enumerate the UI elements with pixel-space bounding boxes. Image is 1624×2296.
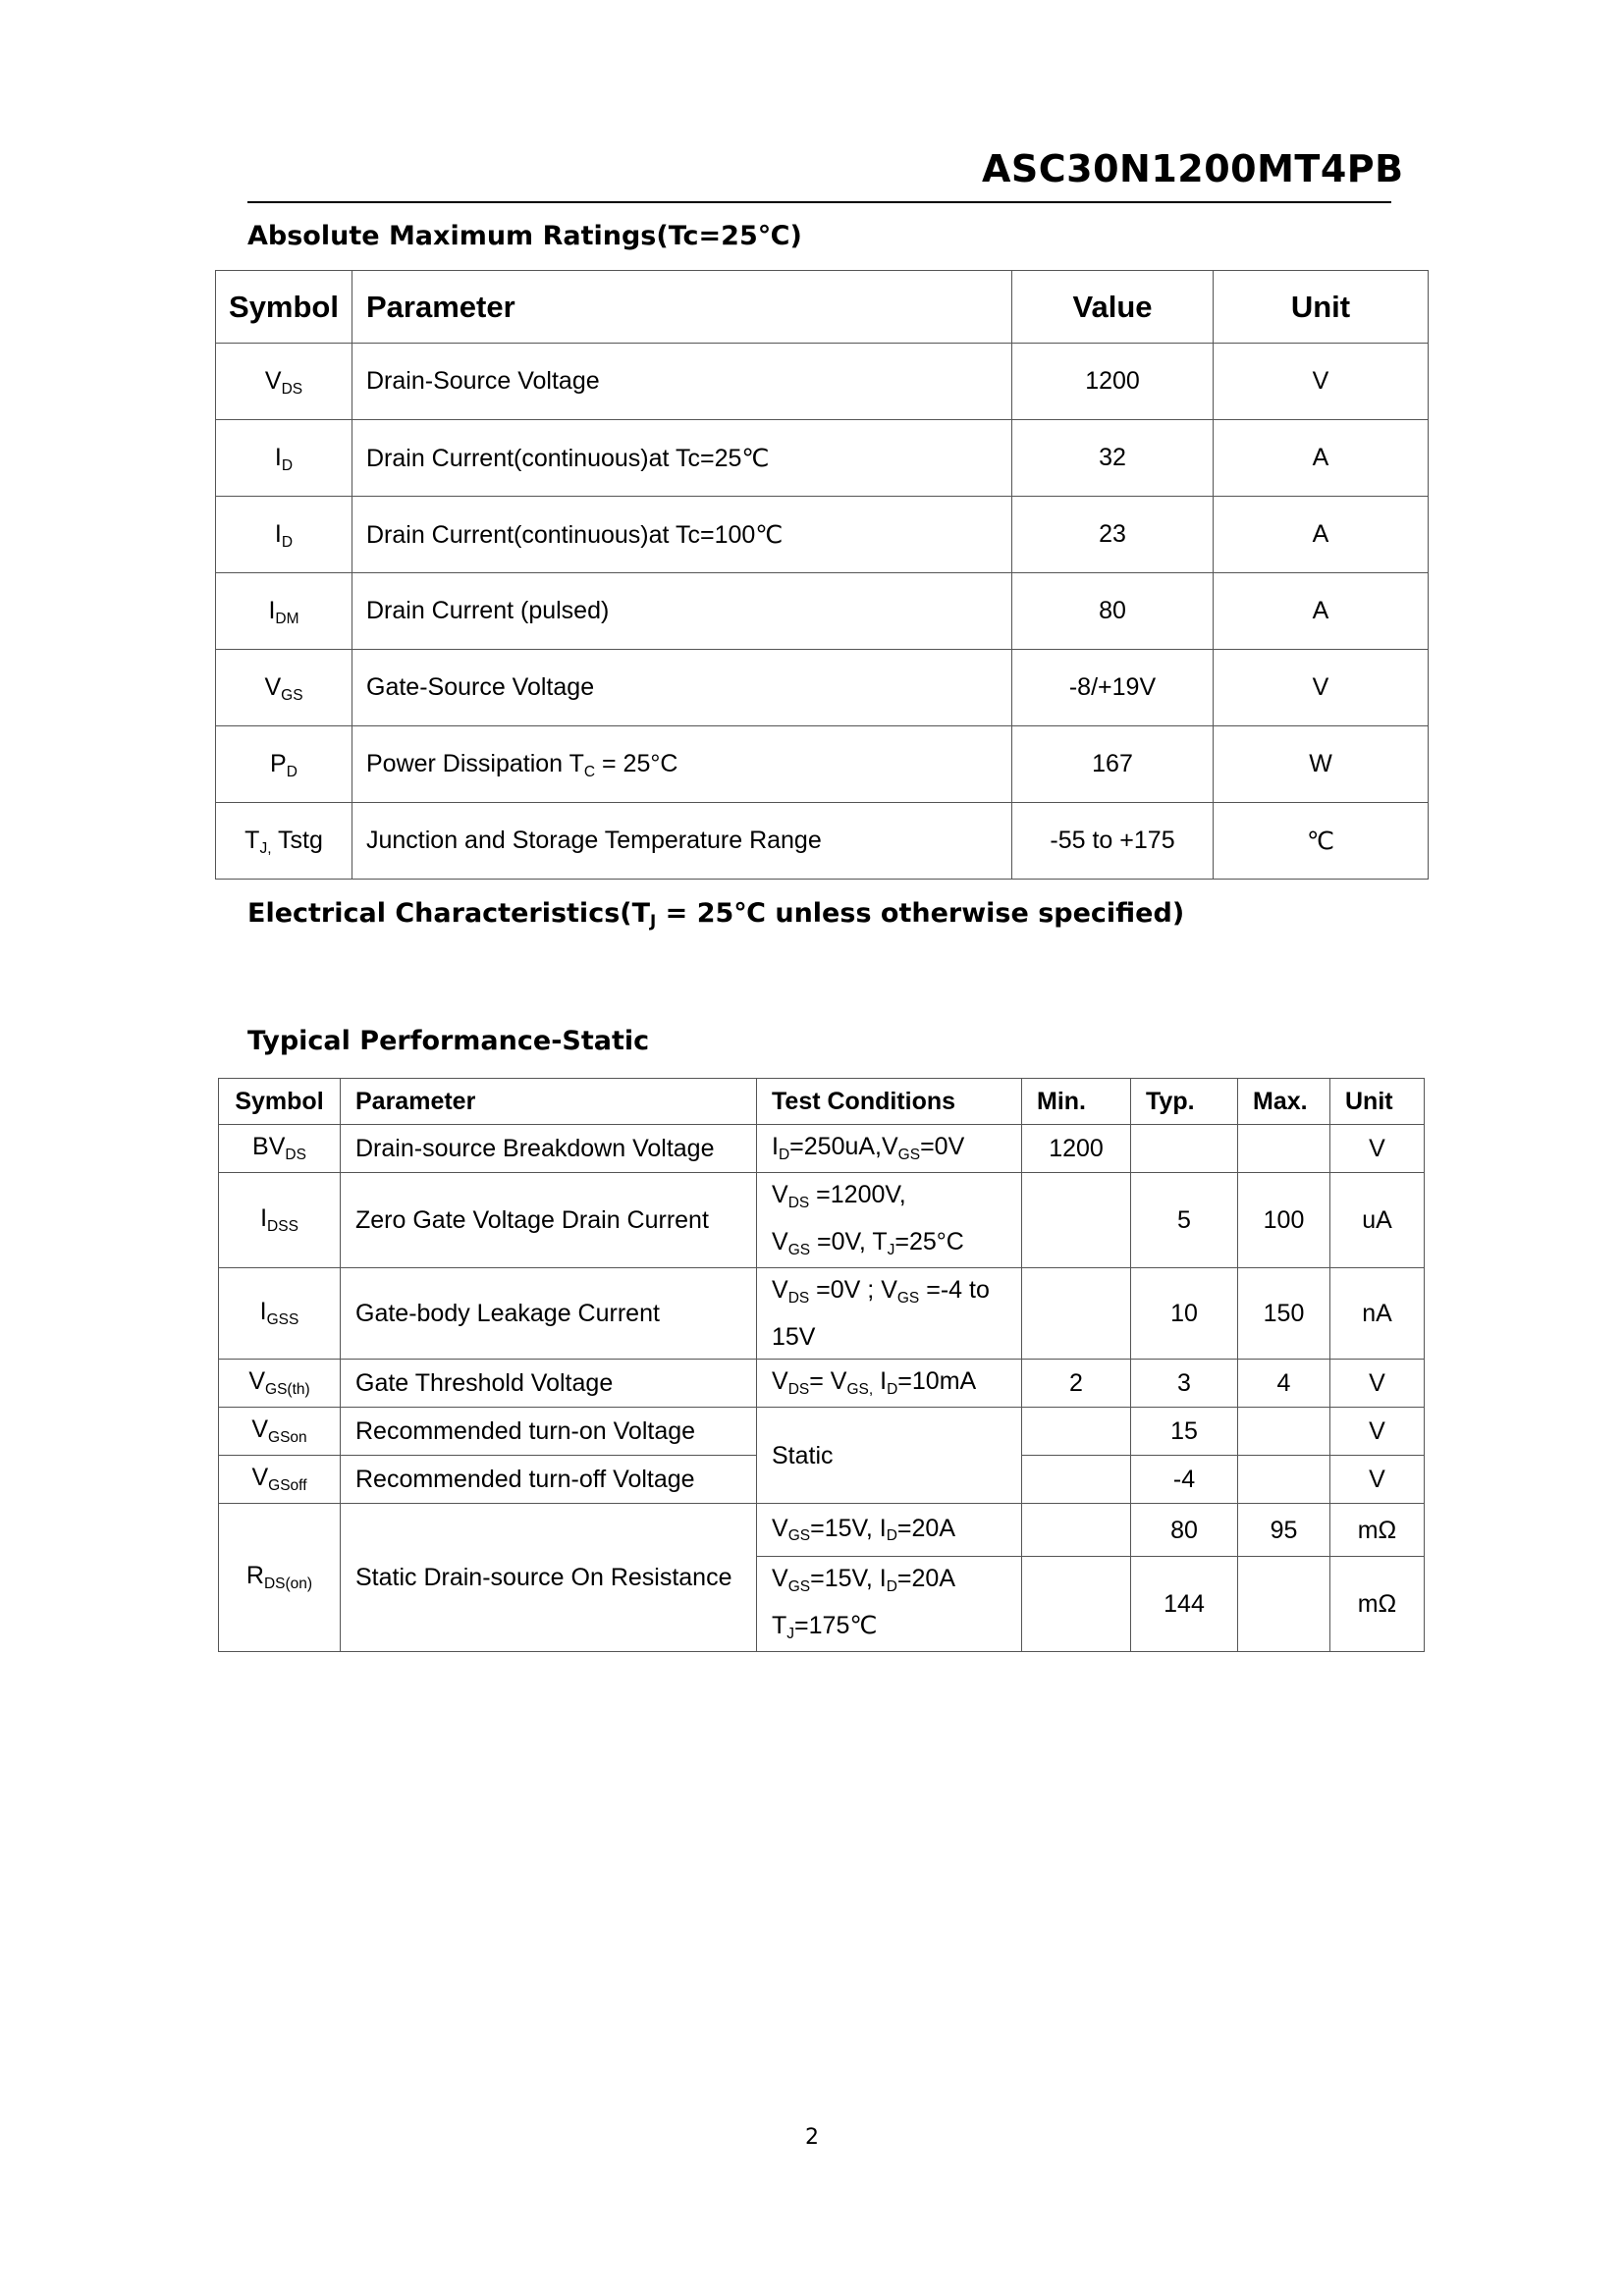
- condition-line: [772, 1268, 1021, 1315]
- value-cell: 167: [1012, 726, 1214, 803]
- symbol-text: T: [244, 827, 260, 854]
- unit-cell: mΩ: [1330, 1557, 1425, 1652]
- symbol-cell: [219, 1125, 341, 1173]
- parameter-cell: Zero Gate Voltage Drain Current: [341, 1173, 757, 1268]
- min-cell: [1022, 1173, 1131, 1268]
- header-symbol: Symbol: [216, 271, 352, 344]
- parameter-cell: Recommended turn-off Voltage: [341, 1456, 757, 1504]
- symbol-subscript: D: [281, 456, 294, 474]
- parameter-text: Power Dissipation T: [366, 750, 584, 777]
- symbol-cell: [216, 803, 352, 880]
- typical-performance-static-table: [218, 1078, 1425, 1652]
- symbol-subscript: J,: [259, 839, 272, 857]
- title-rule: [247, 201, 1391, 203]
- symbol-text: V: [264, 673, 282, 701]
- symbol-subscript: DSS: [267, 1217, 298, 1235]
- symbol-cell: [216, 573, 352, 650]
- table-row: [216, 573, 1429, 650]
- value-cell: -55 to +175: [1012, 803, 1214, 880]
- max-cell: 95: [1238, 1504, 1330, 1557]
- symbol-cell: [216, 497, 352, 573]
- symbol-text: P: [270, 750, 287, 777]
- condition-text: =-4 to: [919, 1276, 990, 1304]
- condition-line: [772, 1220, 1021, 1267]
- condition-cell: [757, 1504, 1022, 1557]
- condition-text: V: [772, 1228, 788, 1255]
- condition-text: =175℃: [794, 1612, 878, 1639]
- symbol-text: I: [268, 597, 276, 624]
- table-row: [216, 344, 1429, 420]
- table-row: [219, 1173, 1425, 1268]
- symbol-subscript: DS: [285, 1146, 306, 1163]
- unit-cell: V: [1330, 1360, 1425, 1408]
- unit-cell: mΩ: [1330, 1504, 1425, 1557]
- condition-text: V: [772, 1367, 788, 1395]
- header-typ: Typ.: [1131, 1079, 1238, 1125]
- parameter-cell: Gate-body Leakage Current: [341, 1268, 757, 1360]
- unit-cell: A: [1214, 420, 1429, 497]
- condition-text: =250uA,V: [789, 1133, 898, 1160]
- condition-text: V: [772, 1565, 788, 1592]
- condition-subscript: DS: [787, 1380, 810, 1398]
- condition-line: [772, 1604, 1021, 1651]
- table-row: [216, 803, 1429, 880]
- typ-cell: 5: [1131, 1173, 1238, 1268]
- unit-cell: V: [1330, 1456, 1425, 1504]
- min-cell: [1022, 1408, 1131, 1456]
- typ-cell: 10: [1131, 1268, 1238, 1360]
- parameter-cell: Drain Current (pulsed): [352, 573, 1012, 650]
- max-cell: [1238, 1408, 1330, 1456]
- min-cell: [1022, 1504, 1131, 1557]
- condition-text: V: [772, 1276, 788, 1304]
- table-row: [219, 1504, 1425, 1557]
- header-unit: Unit: [1214, 271, 1429, 344]
- table-row: [219, 1268, 1425, 1360]
- symbol-subscript: DM: [275, 610, 299, 627]
- condition-text: =15V, I: [810, 1514, 887, 1542]
- condition-text: =0V ; V: [809, 1276, 897, 1304]
- symbol-subscript: GSoff: [268, 1476, 307, 1494]
- max-cell: [1238, 1557, 1330, 1652]
- typ-cell: 80: [1131, 1504, 1238, 1557]
- condition-text: =25°C: [894, 1228, 964, 1255]
- symbol-subscript: GSon: [268, 1428, 307, 1446]
- header-value: Value: [1012, 271, 1214, 344]
- typical-performance-static-title: Typical Performance-Static: [247, 1026, 650, 1056]
- unit-cell: A: [1214, 497, 1429, 573]
- condition-text: =0V, T: [810, 1228, 888, 1255]
- table-row: [216, 726, 1429, 803]
- symbol-cell: [219, 1268, 341, 1360]
- condition-subscript: D: [887, 1380, 898, 1398]
- condition-subscript: GS: [787, 1577, 811, 1595]
- typ-cell: [1131, 1125, 1238, 1173]
- symbol-text: V: [251, 1415, 269, 1443]
- header-parameter: Parameter: [352, 271, 1012, 344]
- symbol-text: V: [251, 1464, 269, 1491]
- table-row: [219, 1360, 1425, 1408]
- condition-text: = V: [809, 1367, 847, 1395]
- symbol-text: I: [274, 520, 282, 548]
- unit-cell: A: [1214, 573, 1429, 650]
- condition-cell: [757, 1125, 1022, 1173]
- symbol-text: V: [248, 1367, 266, 1395]
- value-cell: -8/+19V: [1012, 650, 1214, 726]
- condition-subscript: GS,: [846, 1380, 874, 1398]
- parameter-cell: [352, 726, 1012, 803]
- table-row: [216, 650, 1429, 726]
- symbol-subscript: D: [281, 533, 294, 551]
- condition-subscript: J: [786, 1625, 795, 1642]
- min-cell: 2: [1022, 1360, 1131, 1408]
- symbol-cell: [216, 726, 352, 803]
- header-parameter: Parameter: [341, 1079, 757, 1125]
- min-cell: [1022, 1268, 1131, 1360]
- condition-subscript: DS: [787, 1289, 810, 1307]
- symbol-text: R: [245, 1562, 264, 1589]
- electrical-characteristics-title: [247, 898, 1185, 932]
- condition-line: [772, 1557, 1021, 1604]
- parameter-cell: Static Drain-source On Resistance: [341, 1504, 757, 1652]
- condition-subscript: D: [886, 1577, 897, 1595]
- unit-cell: V: [1214, 344, 1429, 420]
- condition-text: =20A: [896, 1514, 956, 1542]
- table-row: [219, 1408, 1425, 1456]
- condition-subscript: GS: [787, 1241, 811, 1258]
- typ-cell: -4: [1131, 1456, 1238, 1504]
- symbol-cell: [216, 344, 352, 420]
- condition-text: V: [772, 1514, 788, 1542]
- symbol-subscript: GSS: [266, 1310, 299, 1328]
- document-title: ASC30N1200MT4PB: [982, 147, 1404, 190]
- condition-text: =10mA: [897, 1367, 977, 1395]
- symbol-subscript: D: [286, 763, 298, 780]
- symbol-cell: [219, 1504, 341, 1652]
- unit-cell: V: [1214, 650, 1429, 726]
- unit-cell: uA: [1330, 1173, 1425, 1268]
- condition-text: I: [772, 1133, 779, 1160]
- parameter-cell: Junction and Storage Temperature Range: [352, 803, 1012, 880]
- symbol-subscript: GS(th): [265, 1380, 310, 1398]
- condition-subscript: GS: [787, 1527, 811, 1545]
- unit-cell: V: [1330, 1125, 1425, 1173]
- condition-cell: [757, 1268, 1022, 1360]
- title-text: Electrical Characteristics(T: [247, 898, 651, 929]
- max-cell: [1238, 1125, 1330, 1173]
- symbol-cell: [216, 420, 352, 497]
- symbol-text: I: [274, 444, 282, 471]
- unit-cell: W: [1214, 726, 1429, 803]
- value-cell: 1200: [1012, 344, 1214, 420]
- header-min: Min.: [1022, 1079, 1131, 1125]
- condition-subscript: GS: [897, 1146, 921, 1163]
- symbol-text: V: [264, 367, 282, 395]
- header-test-conditions: Test Conditions: [757, 1079, 1022, 1125]
- parameter-subscript: C: [583, 763, 596, 780]
- unit-cell: nA: [1330, 1268, 1425, 1360]
- condition-text: =0V: [920, 1133, 965, 1160]
- value-cell: 23: [1012, 497, 1214, 573]
- header-max: Max.: [1238, 1079, 1330, 1125]
- condition-cell: Static: [757, 1408, 1022, 1504]
- condition-text: =1200V,: [809, 1181, 906, 1208]
- typ-cell: 3: [1131, 1360, 1238, 1408]
- title-text: = 25℃ unless otherwise specified): [656, 898, 1185, 929]
- max-cell: [1238, 1456, 1330, 1504]
- symbol-text: BV: [252, 1133, 286, 1160]
- typ-cell: 144: [1131, 1557, 1238, 1652]
- value-cell: 32: [1012, 420, 1214, 497]
- unit-cell: ℃: [1214, 803, 1429, 880]
- parameter-text: = 25°C: [595, 750, 678, 777]
- max-cell: 150: [1238, 1268, 1330, 1360]
- header-unit: Unit: [1330, 1079, 1425, 1125]
- parameter-cell: Gate Threshold Voltage: [341, 1360, 757, 1408]
- typ-cell: 15: [1131, 1408, 1238, 1456]
- condition-subscript: GS: [896, 1289, 920, 1307]
- condition-subscript: D: [778, 1146, 790, 1163]
- absolute-maximum-ratings-table: [215, 270, 1429, 880]
- symbol-subscript: DS: [281, 380, 303, 398]
- table-row: [216, 497, 1429, 573]
- condition-subscript: DS: [787, 1194, 810, 1211]
- symbol-cell: [216, 650, 352, 726]
- condition-text: =15V, I: [810, 1565, 887, 1592]
- condition-text: I: [873, 1367, 888, 1395]
- title-subscript: J: [650, 911, 657, 932]
- symbol-subscript: DS(on): [263, 1575, 313, 1592]
- header-symbol: Symbol: [219, 1079, 341, 1125]
- symbol-cell: [219, 1408, 341, 1456]
- symbol-subscript: GS: [281, 686, 303, 704]
- parameter-cell: Drain-source Breakdown Voltage: [341, 1125, 757, 1173]
- condition-cell: [757, 1173, 1022, 1268]
- table-header-row: [216, 271, 1429, 344]
- max-cell: 4: [1238, 1360, 1330, 1408]
- page-number: 2: [805, 2125, 819, 2150]
- condition-text: T: [772, 1612, 787, 1639]
- table-header-row: [219, 1079, 1425, 1125]
- symbol-cell: [219, 1173, 341, 1268]
- min-cell: [1022, 1456, 1131, 1504]
- unit-cell: V: [1330, 1408, 1425, 1456]
- value-cell: 80: [1012, 573, 1214, 650]
- amr-section-title: Absolute Maximum Ratings(Tc=25℃): [247, 221, 802, 251]
- condition-text: V: [772, 1181, 788, 1208]
- parameter-cell: Recommended turn-on Voltage: [341, 1408, 757, 1456]
- parameter-cell: Drain-Source Voltage: [352, 344, 1012, 420]
- condition-line: 15V: [772, 1323, 816, 1351]
- parameter-cell: Drain Current(continuous)at Tc=25℃: [352, 420, 1012, 497]
- condition-cell: [757, 1557, 1022, 1652]
- max-cell: 100: [1238, 1173, 1330, 1268]
- symbol-cell: [219, 1360, 341, 1408]
- symbol-cell: [219, 1456, 341, 1504]
- condition-subscript: D: [886, 1527, 897, 1545]
- parameter-cell: Gate-Source Voltage: [352, 650, 1012, 726]
- symbol-text: I: [260, 1204, 268, 1232]
- table-row: [219, 1125, 1425, 1173]
- parameter-cell: Drain Current(continuous)at Tc=100℃: [352, 497, 1012, 573]
- condition-line: [772, 1173, 1021, 1220]
- table-row: [216, 420, 1429, 497]
- min-cell: [1022, 1557, 1131, 1652]
- condition-text: =20A: [896, 1565, 956, 1592]
- symbol-text: I: [259, 1298, 267, 1325]
- condition-subscript: J: [887, 1241, 895, 1258]
- min-cell: 1200: [1022, 1125, 1131, 1173]
- symbol-text: Tstg: [271, 827, 323, 854]
- condition-cell: [757, 1360, 1022, 1408]
